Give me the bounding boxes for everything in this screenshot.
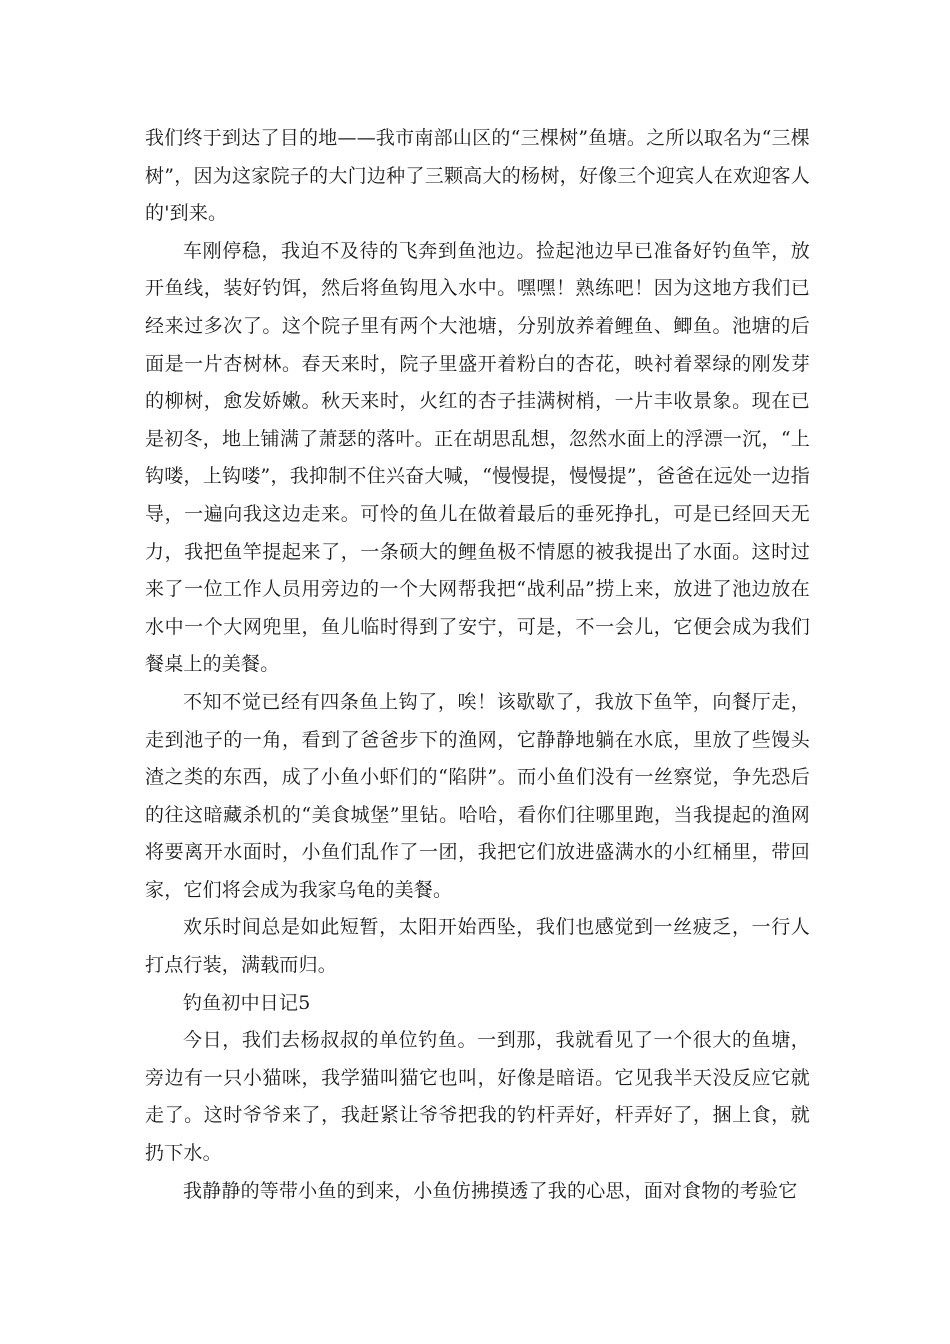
paragraph-5: 今日，我们去杨叔叔的单位钓鱼。一到那，我就看见了一个很大的鱼塘，旁边有一只小猫咪，我学猫叫猫它也叫，好像是暗语。它见我半天没反应它就走了。这时爷爷来了，我赶紧让爷爷把我的钓杆弄好，杆弄好了，捆上食，就扔下水。 [145, 1029, 810, 1165]
paragraph-3: 不知不觉已经有四条鱼上钩了，唉！该歇歇了，我放下鱼竿，向餐厅走，走到池子的一角，看到了爸爸步下的渔网，它静静地躺在水底，里放了些馒头渣之类的东西，成了小鱼小虾们的“陷阱”。而小鱼们没有一丝察觉，争先恐后的往这暗藏杀机的“美食城堡”里钻。哈哈，看你们往哪里跑，当我提起的渔网将要离开水面时，小鱼们乱作了一团，我把它们放进盛满水的小红桶里，带回家，它们将会成为我家乌龟的美餐。 [145, 690, 810, 901]
paragraph-6: 我静静的等带小鱼的到来，小鱼仿拂摸透了我的心思，面对食物的考验它 [183, 1179, 798, 1202]
paragraph-2: 车刚停稳，我迫不及待的飞奔到鱼池边。捡起池边早已准备好钓鱼竿，放开鱼线，装好钓饵，然后将鱼钩甩入水中。嘿嘿！熟练吧！因为这地方我们已经来过多次了。这个院子里有两个大池塘，分别放养着鲤鱼、鲫鱼。池塘的后面是一片杏树林。春天来时，院子里盛开着粉白的杏花，映衬着翠绿的刚发芽的柳树，愈发娇嫩。秋天来时，火红的杏子挂满树梢，一片丰收景象。现在已是初冬，地上铺满了萧瑟的落叶。正在胡思乱想，忽然水面上的浮漂一沉，“上钩喽，上钩喽”，我抑制不住兴奋大喊，“慢慢提，慢慢提”，爸爸在远处一边指导，一遍向我这边走来。可怜的鱼儿在做着最后的垂死挣扎，可是已经回天无力，我把鱼竿提起来了，一条硕大的鲤鱼极不情愿的被我提出了水面。这时过来了一位工作人员用旁边的一个大网帮我把“战利品”捞上来，放进了池边放在水中一个大网兜里，鱼儿临时得到了安宁，可是，不一会儿，它便会成为我们餐桌上的美餐。 [145, 239, 810, 676]
paragraph-4: 欢乐时间总是如此短暂，太阳开始西坠，我们也感觉到一丝疲乏，一行人打点行装，满载而归。 [145, 916, 810, 977]
section-title: 钓鱼初中日记5 [183, 991, 311, 1014]
paragraph-1: 我们终于到达了目的地——我市南部山区的“三棵树”鱼塘。之所以取名为“三棵树”，因为这家院子的大门边种了三颗高大的杨树，好像三个迎宾人在欢迎客人的'到来。 [145, 127, 810, 225]
document-body [145, 120, 810, 1210]
